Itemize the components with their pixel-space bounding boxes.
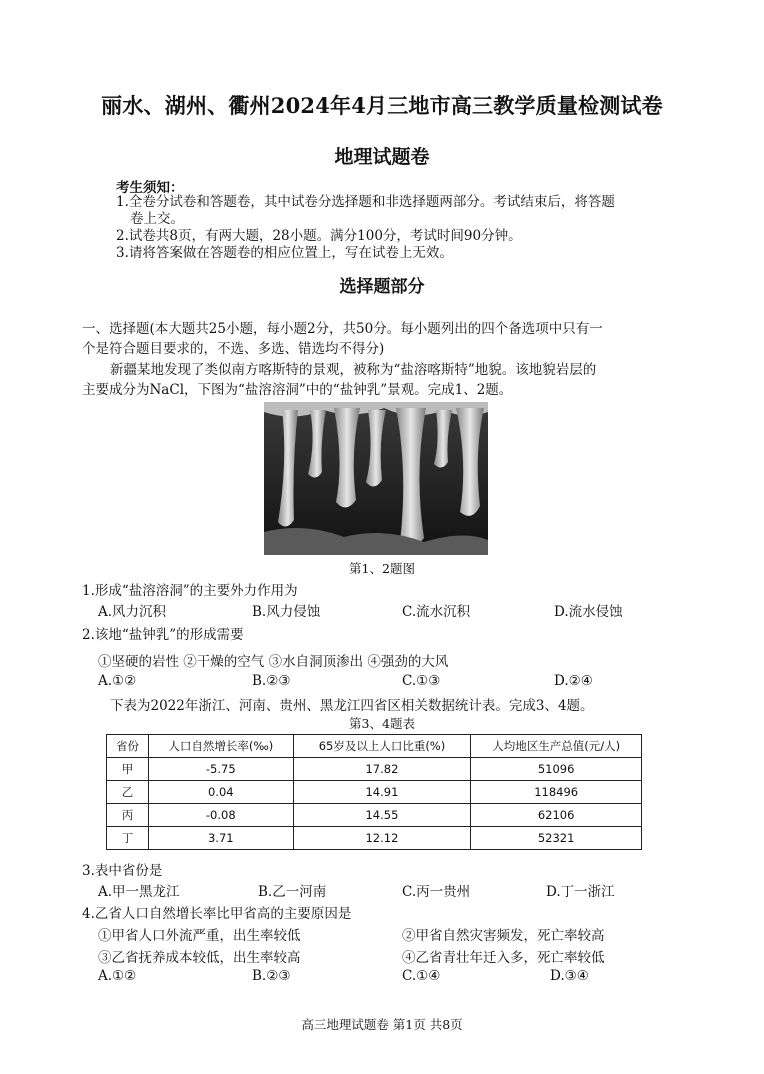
table-intro: 下表为2022年浙江、河南、贵州、黑龙江四省区相关数据统计表。完成3、4题。 bbox=[110, 698, 594, 714]
table-cell: 62106 bbox=[471, 804, 642, 827]
q4-item-3: ③乙省抚养成本较低，出生率较高 bbox=[98, 950, 301, 966]
table-cell: 118496 bbox=[471, 781, 642, 804]
subject-title: 地理试题卷 bbox=[334, 146, 430, 168]
q2-option-d: D.②④ bbox=[554, 673, 593, 689]
table-header-row bbox=[107, 735, 642, 758]
q2-items: ①坚硬的岩性 ②干燥的空气 ③水自洞顶渗出 ④强劲的大风 bbox=[98, 654, 449, 670]
q2-option-a: A.①② bbox=[98, 673, 137, 689]
table-cell: 12.12 bbox=[293, 827, 471, 850]
notice-item-2: 2.试卷共8页，有两大题，28小题。满分100分，考试时间90分钟。 bbox=[116, 228, 522, 244]
table-caption: 第3、4题表 bbox=[349, 716, 415, 731]
q1-option-c: C.流水沉积 bbox=[402, 604, 471, 620]
notice-item-3: 3.请将答案做在答题卷的相应位置上，写在试卷上无效。 bbox=[116, 245, 453, 261]
notice-item-1: 1.全卷分试卷和答题卷，其中试卷分选择题和非选择题两部分。考试结束后，将答题 bbox=[116, 194, 615, 210]
context-text-cont: 主要成分为NaCl，下图为“盐溶溶洞”中的“盐钟乳”景观。完成1、2题。 bbox=[82, 382, 513, 398]
q4-item-1: ①甲省人口外流严重，出生率较低 bbox=[98, 928, 301, 944]
q2-option-c: C.①③ bbox=[402, 673, 441, 689]
q4-item-2: ②甲省自然灾害频发，死亡率较高 bbox=[402, 928, 605, 944]
context-text: 新疆某地发现了类似南方喀斯特的景观，被称为“盐溶喀斯特”地貌。该地貌岩层的 bbox=[110, 362, 597, 378]
notice-item-1-cont: 卷上交。 bbox=[130, 211, 184, 227]
table-row bbox=[107, 758, 642, 781]
table-cell: 51096 bbox=[471, 758, 642, 781]
q4-option-a: A.①② bbox=[98, 968, 137, 984]
notice-heading: 考生须知： bbox=[116, 180, 184, 196]
q2-option-b: B.②③ bbox=[252, 673, 291, 689]
table-cell: 丙 bbox=[107, 804, 149, 827]
q3-option-d: D.丁一浙江 bbox=[546, 884, 615, 900]
table-cell: 丁 bbox=[107, 827, 149, 850]
table-header: 人口自然增长率(‰) bbox=[148, 735, 293, 758]
q3-option-a: A.甲一黑龙江 bbox=[98, 884, 180, 900]
question-4-stem: 4.乙省人口自然增长率比甲省高的主要原因是 bbox=[82, 906, 352, 922]
exam-main-title: 丽水、湖州、衢州2024年4月三地市高三教学质量检测试卷 bbox=[101, 93, 663, 118]
question-2-stem: 2.该地“盐钟乳”的形成需要 bbox=[82, 627, 244, 643]
section-intro-cont: 个是符合题目要求的，不选、多选、错选均不得分) bbox=[82, 341, 385, 357]
q4-option-d: D.③④ bbox=[550, 968, 589, 984]
table-row bbox=[107, 827, 642, 850]
q4-item-4: ④乙省青壮年迁入多，死亡率较低 bbox=[402, 950, 605, 966]
table-row bbox=[107, 781, 642, 804]
question-1-stem: 1.形成“盐溶溶洞”的主要外力作用为 bbox=[82, 583, 298, 599]
page-footer: 高三地理试题卷 第1页 共8页 bbox=[301, 1017, 463, 1032]
table-row bbox=[107, 804, 642, 827]
q1-option-d: D.流水侵蚀 bbox=[554, 604, 623, 620]
question-3-stem: 3.表中省份是 bbox=[82, 863, 163, 879]
statistics-table bbox=[106, 734, 642, 850]
q3-option-c: C.丙一贵州 bbox=[402, 884, 471, 900]
table-header: 65岁及以上人口比重(%) bbox=[293, 735, 471, 758]
table-cell: -5.75 bbox=[148, 758, 293, 781]
table-header: 人均地区生产总值(元/人) bbox=[471, 735, 642, 758]
section-intro: 一、选择题(本大题共25小题，每小题2分，共50分。每小题列出的四个备选项中只有一 bbox=[82, 321, 603, 337]
section-title: 选择题部分 bbox=[339, 277, 425, 297]
q1-option-b: B.风力侵蚀 bbox=[252, 604, 321, 620]
q4-option-b: B.②③ bbox=[252, 968, 291, 984]
table-cell: 52321 bbox=[471, 827, 642, 850]
table-cell: 17.82 bbox=[293, 758, 471, 781]
table-cell: -0.08 bbox=[148, 804, 293, 827]
salt-stalactite-photo bbox=[264, 402, 488, 555]
q4-option-c: C.①④ bbox=[402, 968, 441, 984]
table-header: 省份 bbox=[107, 735, 149, 758]
table-cell: 0.04 bbox=[148, 781, 293, 804]
table-cell: 14.55 bbox=[293, 804, 471, 827]
table-cell: 甲 bbox=[107, 758, 149, 781]
q1-option-a: A.风力沉积 bbox=[98, 604, 167, 620]
q3-option-b: B.乙一河南 bbox=[258, 884, 327, 900]
table-cell: 14.91 bbox=[293, 781, 471, 804]
table-cell: 乙 bbox=[107, 781, 149, 804]
table-cell: 3.71 bbox=[148, 827, 293, 850]
figure-caption: 第1、2题图 bbox=[349, 561, 415, 576]
